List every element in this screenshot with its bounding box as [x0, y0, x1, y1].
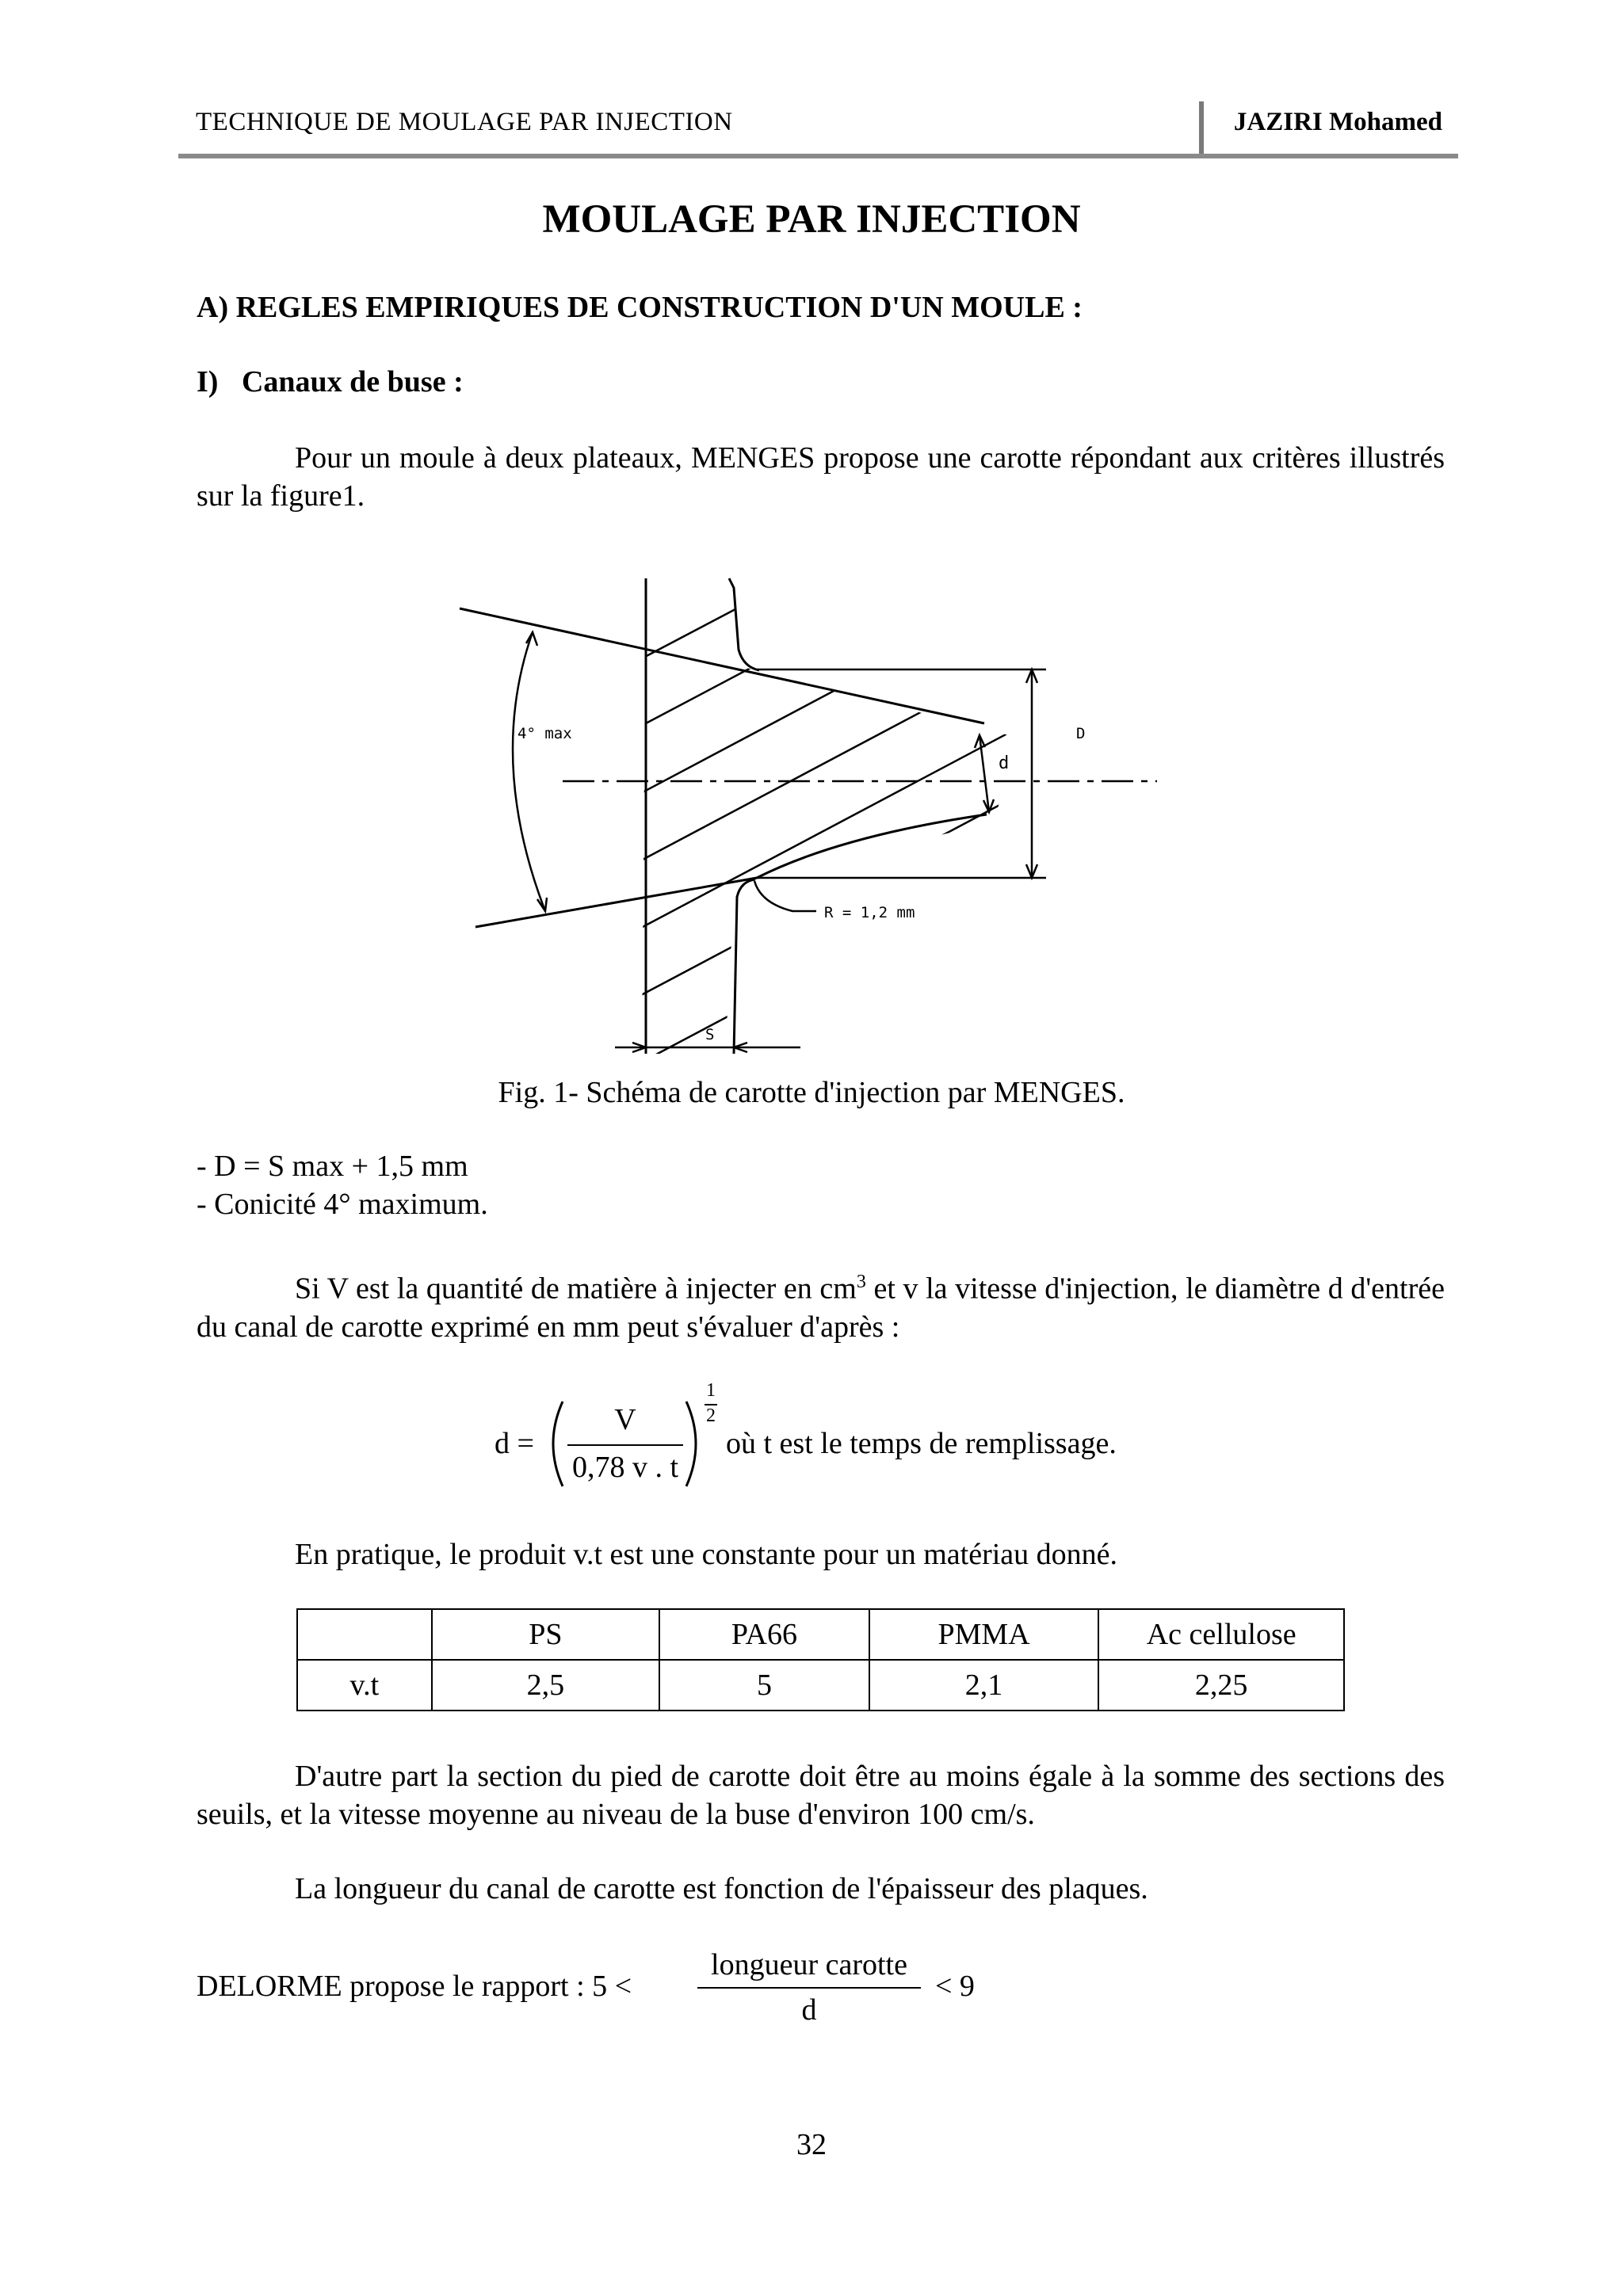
table-row-label: v.t	[297, 1660, 432, 1711]
para2-text-start: Si V est la quantité de matière à injecter en cm	[295, 1272, 857, 1306]
formula-fraction-bar	[567, 1444, 683, 1446]
para2-text-end: et v la vitesse d'injection, le diamètre d d'entrée du canal de carotte exprimé en mm peut s'évaluer d'après :	[197, 1272, 1445, 1344]
hatch-pattern	[523, 570, 1046, 1062]
delorme-numerator: longueur carotte	[711, 1948, 907, 1981]
section-paragraph: D'autre part la section du pied de carotte doit être au moins égale à la somme des sections des seuils, et la vitesse moyenne au niveau de la buse d'environ 100 cm/s.	[197, 1760, 1445, 1831]
table-row	[297, 1660, 1344, 1711]
radius-leader	[754, 881, 816, 911]
exponent-denominator: 2	[706, 1405, 716, 1426]
header-rule	[178, 154, 1458, 158]
table-header-cell: Ac cellulose	[1098, 1609, 1344, 1660]
page-title: MOULAGE PAR INJECTION	[542, 197, 1081, 242]
angle-arc	[513, 632, 545, 911]
S-label: S	[705, 1026, 715, 1043]
radius-label: R = 1,2 mm	[824, 904, 915, 921]
delorme-fraction-bar	[697, 1987, 921, 1989]
diameter-paragraph	[197, 1263, 1445, 1346]
page-number: 32	[796, 2128, 827, 2161]
header-document-title: TECHNIQUE DE MOULAGE PAR INJECTION	[196, 108, 733, 136]
D-label: D	[1076, 725, 1086, 742]
delorme-suffix: < 9	[935, 1970, 975, 2003]
plate-upper-edge	[729, 578, 759, 670]
figure-caption: Fig. 1- Schéma de carotte d'injection par MENGES.	[498, 1076, 1125, 1109]
table-header-cell: PA66	[659, 1609, 869, 1660]
table-cell: 2,25	[1098, 1660, 1344, 1711]
vt-table	[296, 1608, 1345, 1711]
table-cell: 5	[659, 1660, 869, 1711]
sprue-diagram	[444, 570, 1189, 1062]
table-header-cell: PS	[432, 1609, 659, 1660]
length-paragraph: La longueur du canal de carotte est fonction de l'épaisseur des plaques.	[295, 1872, 1148, 1905]
rule-diameter: - D = S max + 1,5 mm	[197, 1150, 468, 1183]
formula-lhs: d =	[495, 1427, 534, 1460]
delorme-denominator: d	[801, 1993, 817, 2027]
exponent-numerator: 1	[706, 1380, 716, 1401]
table-cell: 2,5	[432, 1660, 659, 1711]
header-separator	[1199, 101, 1204, 154]
section-a-heading: A) REGLES EMPIRIQUES DE CONSTRUCTION D'UN MOULE :	[197, 291, 1083, 324]
angle-arc-arrows	[526, 632, 547, 911]
cm3-superscript: 3	[856, 1272, 866, 1292]
subsection-number: I)	[197, 365, 219, 399]
formula-denominator: 0,78 v . t	[571, 1451, 679, 1484]
delorme-prefix: DELORME propose le rapport : 5 <	[197, 1970, 632, 2003]
table-header-cell: PMMA	[869, 1609, 1099, 1660]
angle-label: 4° max	[517, 725, 572, 742]
left-parenthesis	[542, 1398, 566, 1489]
page-header	[178, 101, 1458, 158]
table-header-row	[297, 1609, 1344, 1660]
intro-paragraph: Pour un moule à deux plateaux, MENGES propose une carotte répondant aux critères illustrés sur la figure1.	[197, 441, 1445, 513]
practice-paragraph: En pratique, le produit v.t est une constante pour un matériau donné.	[295, 1538, 1118, 1571]
taper-upper-line	[460, 608, 984, 723]
plate-lower-edge	[734, 879, 755, 1054]
table-header-cell	[297, 1609, 432, 1660]
formula-note: où t est le temps de remplissage.	[726, 1427, 1117, 1460]
header-author: JAZIRI Mohamed	[1233, 108, 1442, 136]
rule-conicity: - Conicité 4° maximum.	[197, 1188, 488, 1221]
subsection-label: Canaux de buse :	[241, 365, 464, 399]
table-cell: 2,1	[869, 1660, 1099, 1711]
d-label: d	[999, 753, 1010, 773]
formula-numerator: V	[614, 1403, 636, 1436]
subsection-heading	[197, 364, 464, 399]
